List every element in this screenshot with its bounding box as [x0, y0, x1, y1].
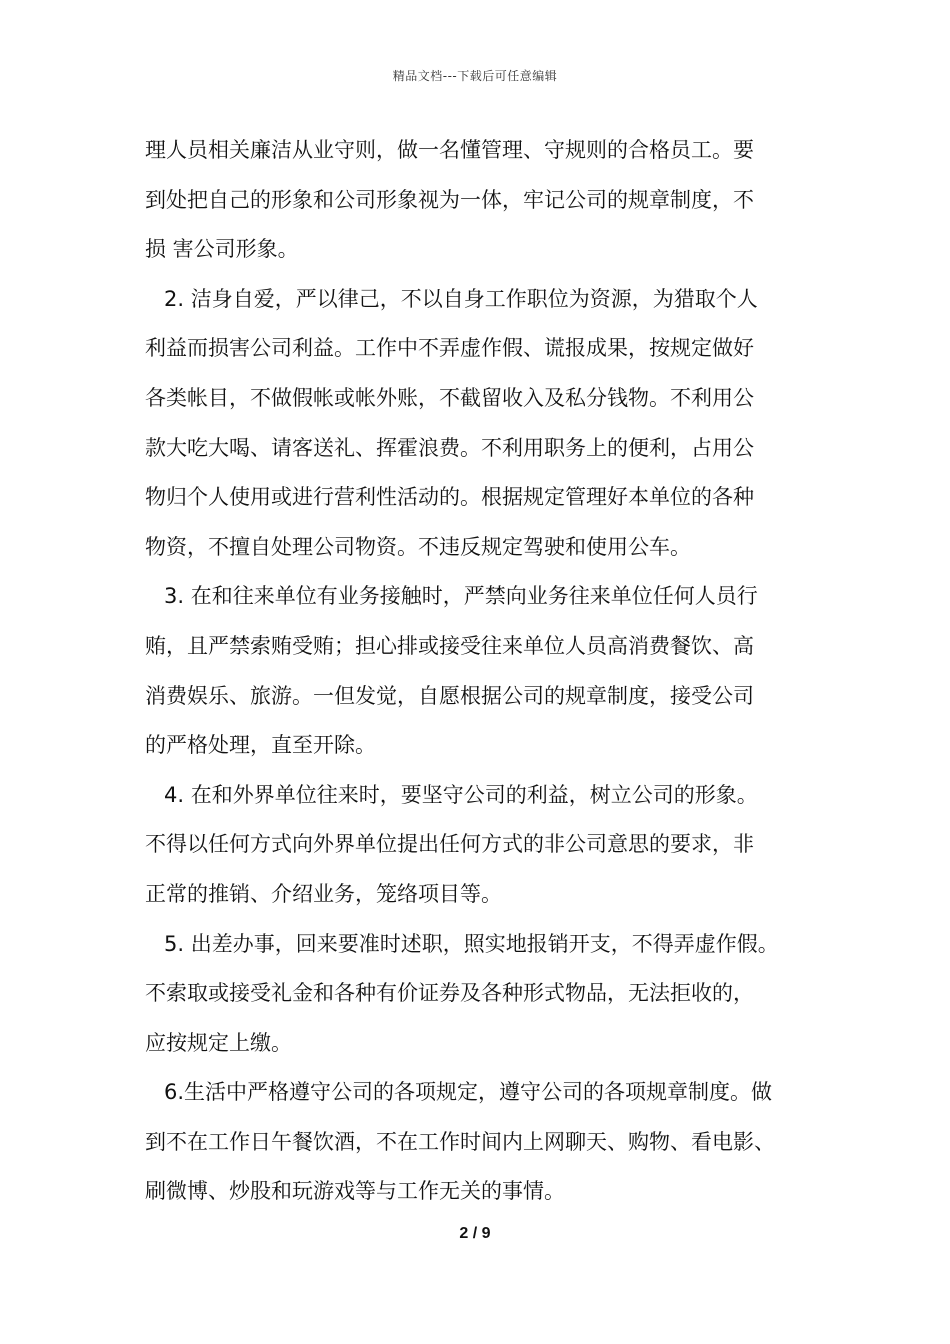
page-header: 精品文档---下载后可任意编辑	[392, 69, 558, 83]
text-line: 刷微博、炒股和玩游戏等与工作无关的事情。	[145, 1179, 565, 1204]
text-line: 6.生活中严格遵守公司的各项规定，遵守公司的各项规章制度。做	[164, 1080, 773, 1105]
text-line: 4. 在和外界单位往来时，要坚守公司的利益，树立公司的形象。	[164, 782, 758, 807]
text-line: 到处把自己的形象和公司形象视为一体，牢记公司的规章制度，不	[145, 187, 754, 212]
text-line: 应按规定上缴。	[145, 1030, 292, 1055]
text-line: 款大吃大喝、请客送礼、挥霍浪费。不利用职务上的便利，占用公	[145, 435, 754, 460]
text-line: 的严格处理，直至开除。	[145, 733, 376, 758]
text-line: 3. 在和往来单位有业务接触时，严禁向业务往来单位任何人员行	[164, 584, 758, 609]
text-line: 贿，且严禁索贿受贿；担心排或接受往来单位人员高消费餐饮、高	[145, 633, 754, 658]
text-line: 2. 洁身自爱，严以律己，不以自身工作职位为资源，为猎取个人	[164, 286, 758, 311]
text-line: 消费娱乐、旅游。一但发觉，自愿根据公司的规章制度，接受公司	[145, 683, 754, 708]
text-line: 不索取或接受礼金和各种有价证券及各种形式物品，无法拒收的，	[145, 981, 754, 1006]
text-line: 理人员相关廉洁从业守则，做一名懂管理、守规则的合格员工。要	[145, 138, 754, 162]
text-line: 各类帐目，不做假帐或帐外账，不截留收入及私分钱物。不利用公	[145, 385, 754, 410]
text-line: 利益而损害公司利益。工作中不弄虚作假、谎报成果，按规定做好	[145, 336, 754, 361]
text-line: 到不在工作日午餐饮酒，不在工作时间内上网聊天、购物、看电影、	[145, 1129, 775, 1154]
document-body	[145, 126, 835, 1217]
page-number: 2 / 9	[459, 1225, 491, 1242]
text-line: 物归个人使用或进行营利性活动的。根据规定管理好本单位的各种	[145, 485, 754, 510]
text-line: 物资，不擅自处理公司物资。不违反规定驾驶和使用公车。	[145, 534, 691, 559]
text-line: 损 害公司形象。	[145, 237, 299, 262]
text-line: 不得以任何方式向外界单位提出任何方式的非公司意思的要求，非	[145, 832, 754, 857]
text-line: 正常的推销、介绍业务，笼络项目等。	[145, 881, 502, 906]
text-line: 5. 出差办事，回来要准时述职，照实地报销开支，不得弄虚作假。	[164, 931, 779, 956]
